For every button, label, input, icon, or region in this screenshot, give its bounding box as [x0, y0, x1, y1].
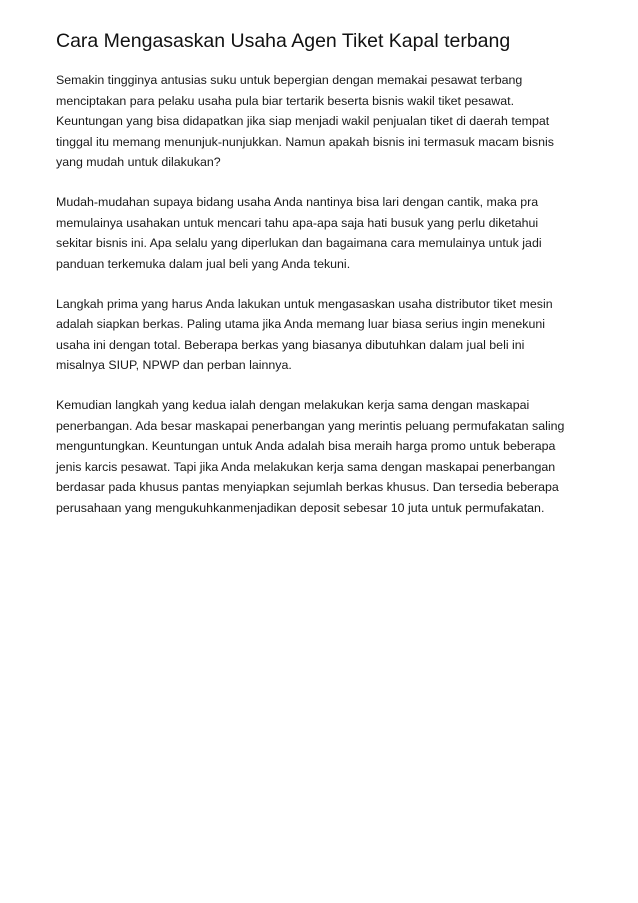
paragraph-3	[56, 294, 596, 376]
text-line: jenis karcis pesawat. Tapi jika Anda melakukan kerja sama dengan maskapai penerbangan	[56, 459, 556, 474]
text-line: menguntungkan. Keuntungan untuk Anda adalah bisa meraih harga promo untuk beberapa	[56, 439, 556, 453]
text-line: Semakin tingginya antusias suku untuk bepergian dengan memakai pesawat terbang	[56, 73, 523, 87]
paragraph-1	[56, 70, 596, 173]
text-line: menciptakan para pelaku usaha pula biar tertarik beserta bisnis wakil tiket pesawat.	[56, 93, 515, 108]
text-line: Keuntungan yang bisa didapatkan jika siap menjadi wakil penjualan tiket di daerah tempat	[56, 114, 550, 128]
document-title: Cara Mengasaskan Usaha Agen Tiket Kapal terbang	[56, 30, 511, 52]
paragraph-2	[56, 192, 596, 274]
text-line: yang mudah untuk dilakukan?	[56, 155, 221, 169]
text-line: panduan terkemuka dalam jual beli yang Anda tekuni.	[56, 256, 351, 271]
text-line: usaha ini dengan total. Beberapa berkas yang biasanya dibutuhkan dalam jual beli ini	[56, 337, 525, 352]
text-line: berdasar pada khusus pantas menyiapkan sejumlah berkas khusus. Dan tersedia beberapa	[56, 480, 559, 494]
text-line: adalah siapkan berkas. Paling utama jika Anda memang luar biasa serius ingin menekuni	[56, 317, 546, 331]
text-line: Langkah prima yang harus Anda lakukan untuk mengasaskan usaha distributor tiket mesin	[56, 296, 553, 311]
text-line: tinggal itu memang menunjuk-nunjukkan. Namun apakah bisnis ini termasuk macam bisnis	[56, 134, 554, 149]
text-line: misalnya SIUP, NPWP dan perban lainnya.	[56, 358, 292, 372]
text-line: memulainya usahakan untuk mencari tahu apa-apa saja hati busuk yang perlu diketahui	[56, 215, 539, 230]
document-body	[56, 70, 596, 538]
text-line: sekitar bisnis ini. Apa selalu yang diperlukan dan bagaimana cara memulainya untuk jadi	[56, 236, 542, 250]
paragraph-4	[56, 395, 596, 518]
text-line: perusahaan yang mengukuhkanmenjadikan deposit sebesar 10 juta untuk permufakatan.	[56, 500, 545, 515]
text-line: Kemudian langkah yang kedua ialah dengan melakukan kerja sama dengan maskapai	[56, 398, 530, 412]
text-line: penerbangan. Ada besar maskapai penerbangan yang merintis peluang permufakatan saling	[56, 418, 565, 433]
text-line: Mudah-mudahan supaya bidang usaha Anda nantinya bisa lari dengan cantik, maka pra	[56, 195, 539, 209]
